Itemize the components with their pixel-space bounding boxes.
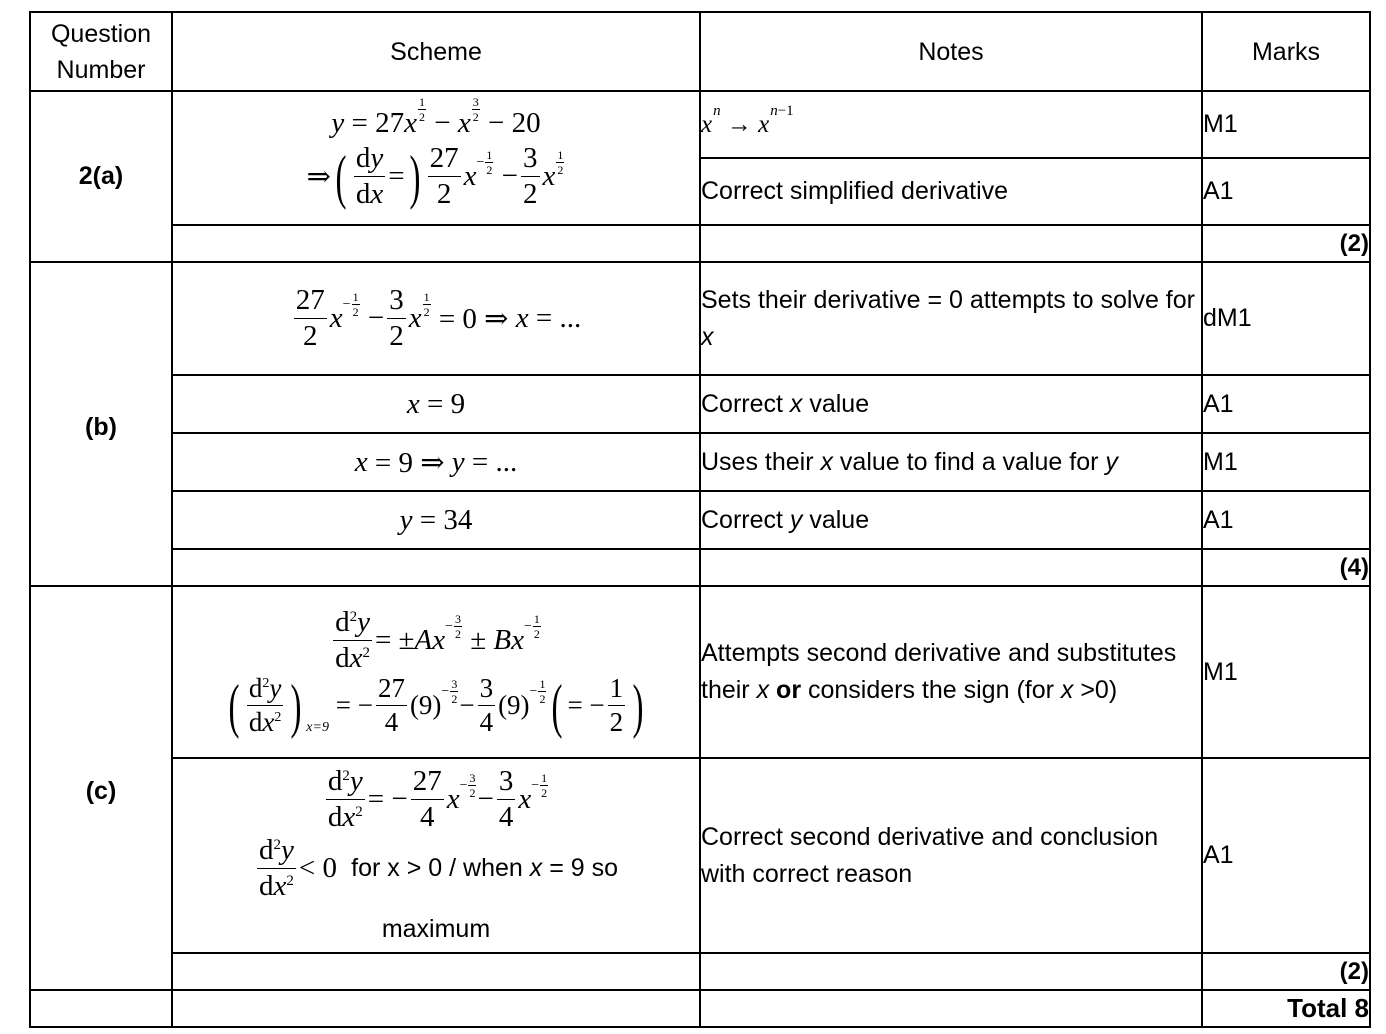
- note-2b-blank: [700, 549, 1202, 586]
- note-2c-1: [700, 586, 1202, 758]
- note-2a-2: Correct simplified derivative: [700, 158, 1202, 225]
- part-b-row-1: [30, 262, 1370, 375]
- inequality-second-derivative: $\frac{d^2y}{dx^2}$ < 0: [258, 834, 345, 902]
- part-b-row-2: [30, 375, 1370, 433]
- note-2b-1-text: Sets their derivative = 0 attempts to solve for: [701, 285, 1195, 314]
- conclusion-var: x: [529, 854, 543, 882]
- equation-derivative-zero: $\frac{27}{2}$ x − $\frac{1}{2}$ − $\frac{3}{2}$ x $\frac{1}{2}$ = 0 ⇒ x = ...: [295, 284, 582, 352]
- note-2b-3-mid: value to find a value for: [832, 447, 1106, 476]
- mark-2a-1: M1: [1202, 91, 1370, 158]
- note-2a-1: [700, 91, 1202, 158]
- part-a-subtotal-row: [30, 225, 1370, 262]
- conclusion-maximum: maximum: [381, 915, 491, 943]
- note-2b-2-post: value: [802, 389, 870, 418]
- note-2b-3-var2: y: [1105, 447, 1118, 476]
- part-c-row-1: [30, 586, 1370, 758]
- conclusion-text: [344, 854, 618, 883]
- scheme-2a-line2: [173, 144, 699, 209]
- note-2b-3: [700, 433, 1202, 491]
- part-b-row-3: [30, 433, 1370, 491]
- note-2b-2-var: x: [789, 389, 803, 418]
- header-notes: Notes: [700, 12, 1202, 91]
- scheme-2b-3: [172, 433, 700, 491]
- conclusion-text-a: for x > 0 / when: [351, 854, 530, 882]
- note-2b-3-pre: Uses their: [701, 447, 821, 476]
- scheme-2b-blank: [172, 549, 700, 586]
- header-question-line1: Question: [50, 19, 152, 48]
- total-question-blank: [30, 990, 172, 1027]
- question-label-2a: 2(a): [30, 91, 172, 262]
- scheme-2b-2: [172, 375, 700, 433]
- note-2b-4-var: y: [789, 505, 803, 534]
- note-2b-2: [700, 375, 1202, 433]
- note-2c-blank: [700, 953, 1202, 990]
- scheme-2c-blank: [172, 953, 700, 990]
- note-2a-blank: [700, 225, 1202, 262]
- part-b-row-4: [30, 491, 1370, 549]
- note-2b-1: [700, 262, 1202, 375]
- equation-x-equals-9: x = 9: [406, 387, 466, 420]
- scheme-2b-4: [172, 491, 700, 549]
- scheme-2c-1-line2: [173, 672, 699, 739]
- subtotal-2a: (2): [1202, 225, 1370, 262]
- mark-2c-2: A1: [1202, 758, 1370, 953]
- part-b-subtotal-row: [30, 549, 1370, 586]
- mark-2a-2: A1: [1202, 158, 1370, 225]
- note-2b-4: [700, 491, 1202, 549]
- equation-second-derivative: $\frac{d^2y}{dx^2}$ = − $\frac{27}{4}$ x − $\frac{3}{2}$ − $\frac{3}{4}$ x − $\frac{1}{2}$: [327, 765, 548, 833]
- part-c-row-2: [30, 758, 1370, 953]
- scheme-2c-1-line1: [173, 608, 699, 673]
- mark-scheme-table: [29, 11, 1371, 1028]
- note-2c-1-a: Attempts second derivative and substitutes their: [701, 639, 1177, 704]
- equation-y-original: y = 27 x $\frac{1}{2}$ − x $\frac{3}{2}$ − 20: [331, 95, 541, 139]
- note-2b-4-post: value: [802, 505, 870, 534]
- total-row: [30, 990, 1370, 1027]
- scheme-2c-2: [172, 758, 700, 953]
- note-2c-1-var2: x: [1060, 676, 1074, 704]
- mark-2b-1: dM1: [1202, 262, 1370, 375]
- note-2b-4-pre: Correct: [701, 505, 790, 534]
- mark-2b-2: A1: [1202, 375, 1370, 433]
- total-scheme-blank: [172, 990, 700, 1027]
- subtotal-2b: (4): [1202, 549, 1370, 586]
- conclusion-text-b: = 9 so: [542, 854, 618, 882]
- scheme-2b-1: [172, 262, 700, 375]
- scheme-2a-line1: [173, 95, 699, 140]
- scheme-2c-1: [172, 586, 700, 758]
- part-a-row-1: [30, 91, 1370, 158]
- note-2c-1-var: x: [756, 676, 770, 704]
- header-question-line2: Number: [56, 55, 146, 84]
- question-label-2c: (c): [30, 586, 172, 990]
- scheme-2a: [172, 91, 700, 225]
- mark-2c-1: M1: [1202, 586, 1370, 758]
- mark-2b-3: M1: [1202, 433, 1370, 491]
- subtotal-2c: (2): [1202, 953, 1370, 990]
- mark-2b-4: A1: [1202, 491, 1370, 549]
- scheme-2a-blank: [172, 225, 700, 262]
- equation-substitute-x: x = 9 ⇒ y = ...: [354, 445, 518, 479]
- equation-first-derivative: ⇒ ( $\frac{dy}{dx}$ = ) $\frac{27}{2}$ x − $\frac{1}{2}$ − $\frac{3}{2}$ x $\frac{1}{2}$: [306, 142, 564, 210]
- header-question-number: [30, 12, 172, 91]
- header-marks: Marks: [1202, 12, 1370, 91]
- note-2c-1-b: considers the sign (for: [801, 676, 1061, 704]
- total-notes-blank: [700, 990, 1202, 1027]
- part-c-subtotal-row: [30, 953, 1370, 990]
- equation-second-derivative-general: $\frac{d^2y}{dx^2}$ = ± Ax − $\frac{3}{2}$ ± Bx − $\frac{1}{2}$: [335, 606, 540, 674]
- note-2c-1-bold: or: [776, 676, 802, 704]
- header-scheme: Scheme: [172, 12, 700, 91]
- scheme-2c-2-line1: [173, 767, 699, 832]
- equation-y-equals-34: y = 34: [399, 503, 473, 536]
- note-2b-3-var: x: [820, 447, 833, 476]
- note-power-rule: x n → x n−1: [701, 103, 794, 138]
- equation-second-derivative-at-9: ( $\frac{d^2y}{dx^2}$ ) x=9 = − $\frac{27}{4}$ (9) − $\frac{3}{2}$ − $\frac{3}{4}$ (9) − $\frac{1}{2}$ ( = − $\frac{1}{2}$ ): [228, 672, 644, 739]
- scheme-2c-2-line2: [173, 836, 699, 901]
- question-label-2b: (b): [30, 262, 172, 586]
- note-2b-2-pre: Correct: [701, 389, 790, 418]
- note-2c-1-c: >0): [1073, 676, 1118, 704]
- header-row: [30, 12, 1370, 91]
- note-2b-1-var: x: [701, 322, 714, 351]
- total-marks: Total 8: [1202, 990, 1370, 1027]
- note-2c-2: Correct second derivative and conclusion with correct reason: [700, 758, 1202, 953]
